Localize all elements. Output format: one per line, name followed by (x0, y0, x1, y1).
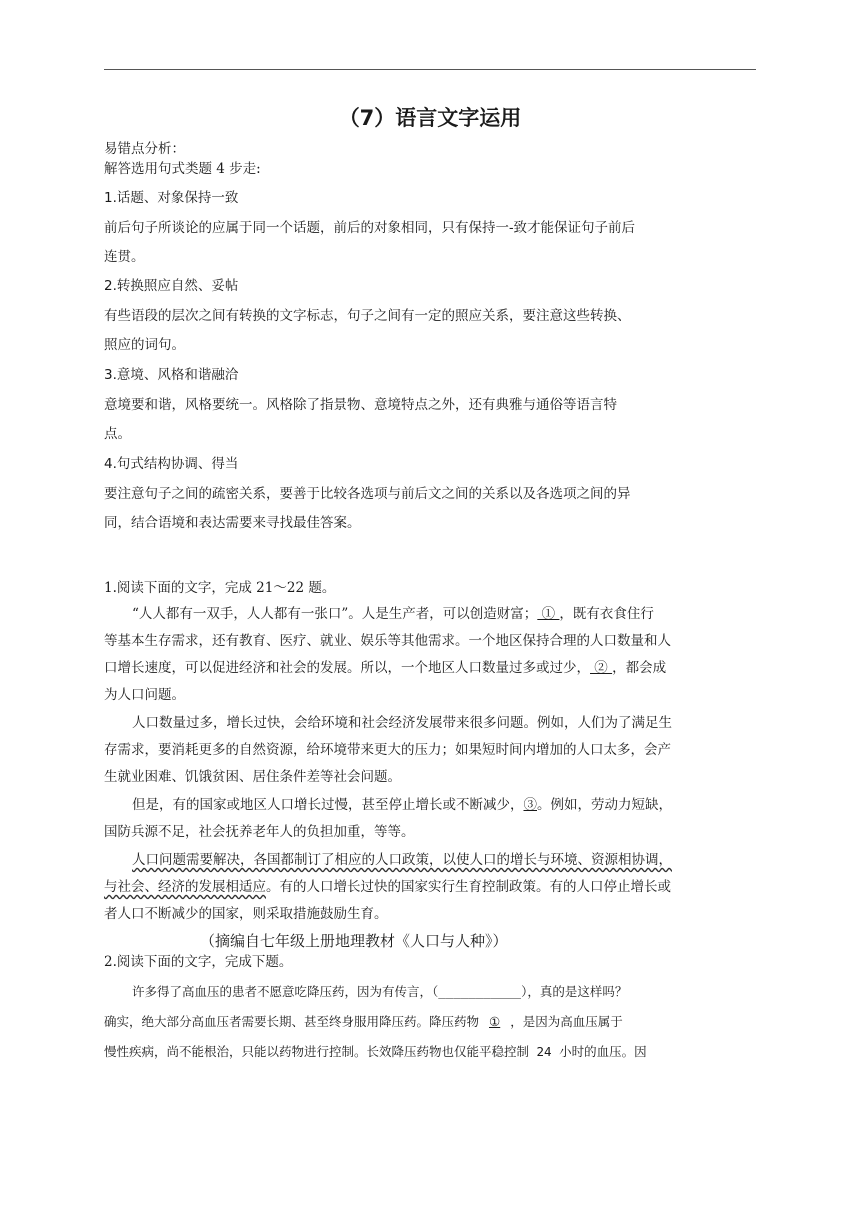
q1-text: ，都会成 (612, 660, 667, 676)
tip-heading: 1.话题、对象保持一致 (104, 190, 239, 206)
header-rule (104, 69, 756, 70)
q2-text: 许多得了高血压的患者不愿意吃降压药，因为有传言，（ (132, 984, 439, 999)
intro-label: 易错点分析： (104, 141, 185, 157)
q2-line (132, 982, 627, 1002)
q1-para1-line: 等基本生存需求，还有教育、医疗、就业、娱乐等其他需求。一个地区保持合理的人口数量和人 (104, 633, 671, 649)
q1-text: 。有的人口增长过快的国家实行生育控制政策。有的人口停止增长或 (266, 879, 671, 895)
tip-text: 点。 (104, 426, 131, 442)
q1-text: 。例如，劳动力短缺， (537, 797, 672, 813)
tip-text: 照应的词句。 (104, 337, 185, 353)
tip-text: 意境要和谐，风格要统一。风格除了指景物、意境特点之外，还有典雅与通俗等语言特 (104, 397, 617, 413)
tip-heading: 2.转换照应自然、妥帖 (104, 278, 239, 294)
q1-text: 但是，有的国家或地区人口增长过慢，甚至停止增长或不断减少， (132, 797, 524, 813)
blank-long: ___________ (438, 984, 522, 999)
q1-para3-line: 国防兵源不足，社会抚养老年人的负担加重，等等。 (104, 824, 415, 840)
q1-para4-line (104, 877, 671, 897)
q1-para2-line: 生就业困难、饥饿贫困、居住条件差等社会问题。 (104, 769, 401, 785)
q1-para4-line: 者人口不断减少的国家，则采取措施鼓励生育。 (104, 906, 388, 922)
blank-3: ③ (523, 797, 537, 813)
blank-1: ① (489, 1014, 501, 1029)
blank-2: ② (590, 660, 613, 676)
tip-text: 有些语段的层次之间有转换的文字标志，句子之间有一定的照应关系，要注意这些转换、 (104, 308, 631, 324)
q1-para1-line (132, 604, 654, 624)
wavy-underlined-text: 人口问题需要解决，各国都制订了相应的人口政策，以使人口的增长与环境、资源相协调， (132, 852, 672, 868)
tip-text: 前后句子所谈论的应属于同一个话题，前后的对象相同，只有保持一-致才能保证句子前后 (104, 220, 636, 236)
q2-text: 确实，绝大部分高血压者需要长期、甚至终身服用降压药。降压药物 (104, 1014, 480, 1029)
tip-text: 要注意句子之间的疏密关系，要善于比较各选项与前后文之间的关系以及各选项之间的异 (104, 486, 631, 502)
q1-text: “人人都有一双手，人人都有一张口”。人是生产者，可以创造财富； (132, 606, 538, 622)
q1-para1-line: 为人口问题。 (104, 687, 185, 703)
tip-text: 连贯。 (104, 249, 145, 265)
q1-para2-line: 人口数量过多，增长过快，会给环境和社会经济发展带来很多问题。例如，人们为了满足生 (132, 715, 672, 731)
q1-text: 口增长速度，可以促进经济和社会的发展。所以，一个地区人口数量过多或过少， (104, 660, 590, 676)
q2-line: 慢性疾病，尚不能根治，只能以药物进行控制。长效降压药物也仅能平稳控制 24 小时的血压。因 (104, 1044, 647, 1059)
q2-text: ），真的是这样吗？ (521, 984, 628, 999)
tip-heading: 3.意境、风格和谐融洽 (104, 367, 239, 383)
q2-prompt: 2.阅读下面的文字，完成下题。 (104, 954, 293, 970)
q1-text: ，既有衣食住行 (559, 606, 654, 622)
q2-line (104, 1012, 623, 1032)
tip-text: 同，结合语境和表达需要来寻找最佳答案。 (104, 515, 361, 531)
page-title: （7）语言文字运用 (338, 106, 522, 130)
q1-para3-line (132, 795, 672, 815)
steps-heading: 解答选用句式类题 4 步走: (104, 161, 261, 177)
q1-prompt: 1.阅读下面的文字，完成 21～22 题。 (104, 580, 336, 596)
q2-text: ，是因为高血压属于 (510, 1014, 623, 1029)
q1-para1-line (104, 658, 666, 678)
blank-1: ① (537, 606, 560, 622)
q1-para2-line: 存需求，要消耗更多的自然资源，给环境带来更大的压力；如果短时间内增加的人口太多，会产 (104, 742, 671, 758)
citation: （摘编自七年级上册地理教材《人口与人种》） (200, 932, 508, 950)
wavy-underlined-text: 与社会、经济的发展相适应 (104, 879, 266, 895)
tip-heading: 4.句式结构协调、得当 (104, 456, 239, 472)
